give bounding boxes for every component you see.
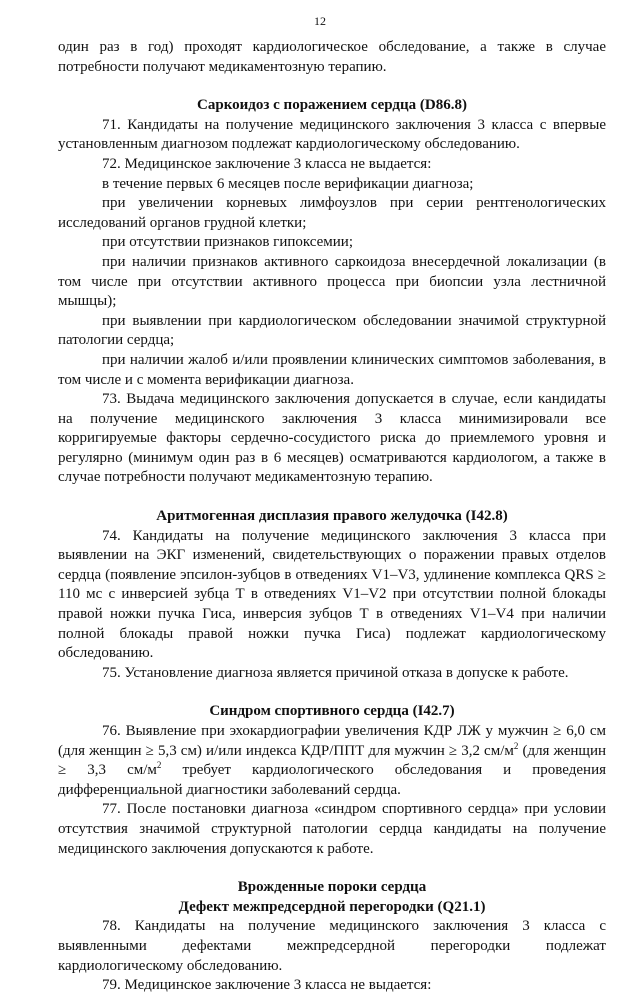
paragraph-79: 79. Медицинское заключение 3 класса не выдается: [102, 977, 432, 994]
paragraph-76 [58, 722, 606, 800]
paragraph-76-text-1: 76. Выявление при эхокардиографии увеличения КДР ЛЖ у мужчин ≥ 6,0 см (для женщин ≥ 5,3 см) и/или индекса КДР/ППТ для мужчин ≥ 3,2 см/м [58, 723, 606, 759]
paragraph-77: 77. После постановки диагноза «синдром спортивного сердца» при условии отсутствия значимой структурной патологии сердца кандидаты на получение медицинского заключения допускаются к работе. [58, 801, 606, 857]
paragraph-76-text-2: (для женщин ≥ 3,3 см/м [58, 742, 606, 779]
list-item: при отсутствии признаков гипоксемии; [102, 234, 354, 251]
paragraph-71: 71. Кандидаты на получение медицинского заключения 3 класса с впервые установленным диагнозом подлежат кардиологическому обследованию. [58, 116, 606, 153]
document-body [58, 38, 606, 996]
list-item: в течение первых 6 месяцев после верификации диагноза; [102, 175, 474, 192]
athlete-heart-heading: Синдром спортивного сердца (I42.7) [209, 703, 455, 720]
paragraph-76-text-3: требует кардиологического обследования и проведения дифференциальной диагностики заболеваний сердца. [58, 762, 606, 798]
paragraph-75: 75. Установление диагноза является причиной отказа в допуске к работе. [102, 664, 569, 681]
list-item: при наличии признаков активного саркоидоза внесердечной локализации (в том числе при отсутствии активного процесса при биопсии узла лестничной мышцы); [58, 253, 606, 310]
intro-continuation: один раз в год) проходят кардиологическое обследование, а также в случае потребности получают медикаментозную терапию. [58, 39, 606, 75]
arrhythmogenic-heading: Аритмогенная дисплазия правого желудочка (I42.8) [156, 508, 508, 525]
paragraph-74: 74. Кандидаты на получение медицинского заключения 3 класса при выявлении на ЭКГ изменений, свидетельствующих о поражении правых отделов сердца (появление эпсилон-зубцов в отведениях V1–V3, удлинение комплекса QRS ≥ 110 мс с инверсией зубца Т в отведениях V1–V2 при отсутствии полной блокады правой ножки пучка Гиса, инверсия зубцов Т в отведениях V1–V4 при наличии полной блокады правой ножки пучка Гиса) подлежат кардиологическому обследованию. [58, 527, 606, 662]
list-item: при увеличении корневых лимфоузлов при серии рентгенологических исследований органов грудной клетки; [58, 195, 606, 231]
page-number: 12 [314, 14, 326, 28]
congenital-subheading: Дефект межпредсердной перегородки (Q21.1) [178, 898, 486, 915]
paragraph-73: 73. Выдача медицинского заключения допускается в случае, если кандидаты на получение медицинского заключения 3 класса минимизировали все корригируемые факторы сердечно-сосудистого риска до приемлемого уровня и регулярно (минимум один раз в 6 месяцев) осматриваются кардиологом, а также в случае потребности получают медикаментозную терапию. [58, 391, 606, 486]
sarcoidosis-heading: Саркоидоз с поражением сердца (D86.8) [197, 97, 467, 114]
paragraph-78: 78. Кандидаты на получение медицинского заключения 3 класса с выявленными дефектами межпредсердной перегородки подлежат кардиологическому обследованию. [58, 918, 606, 974]
congenital-heading: Врожденные пороки сердца [237, 879, 427, 896]
list-item: при наличии жалоб и/или проявлении клинических симптомов заболевания, в том числе и с момента верификации диагноза. [58, 351, 606, 388]
superscript: 2 [513, 740, 519, 751]
list-item: при выявлении при кардиологическом обследовании значимой структурной патологии сердца; [58, 312, 606, 349]
superscript: 2 [156, 760, 162, 771]
paragraph-72: 72. Медицинское заключение 3 класса не выдается: [102, 155, 432, 172]
